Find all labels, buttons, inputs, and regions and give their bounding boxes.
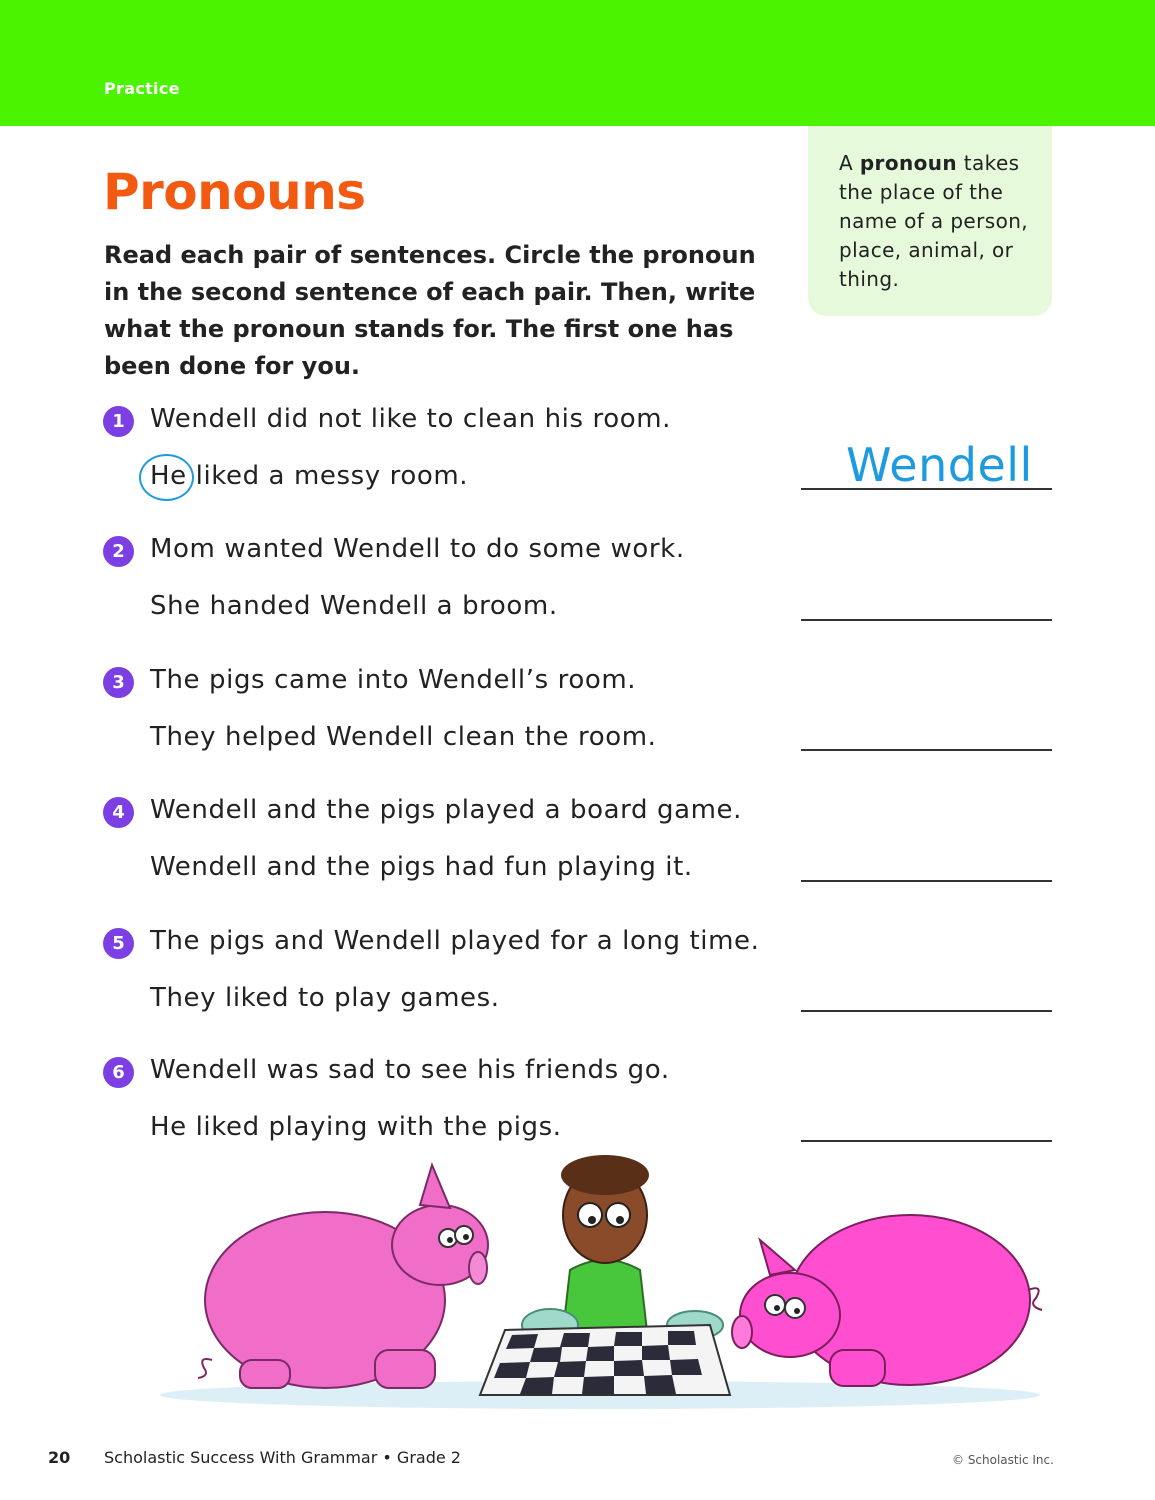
sentence-second: They liked to play games. <box>150 983 500 1013</box>
item-number-badge: 4 <box>103 797 134 828</box>
tip-term: pronoun <box>859 151 958 175</box>
exercise-item-2 <box>0 534 1155 654</box>
sentence-first: Wendell was sad to see his friends go. <box>150 1055 670 1085</box>
book-title: Scholastic Success With Grammar • Grade 2 <box>104 1448 461 1467</box>
chess-board-illustration <box>480 1325 730 1395</box>
copyright: © Scholastic Inc. <box>952 1453 1054 1467</box>
tip-text <box>839 149 1039 294</box>
circled-pronoun: He <box>150 461 187 491</box>
answer-line-3[interactable] <box>801 749 1052 751</box>
pronoun-circle-mark <box>139 454 194 501</box>
tip-definition: takes the place of the name of a person, place, animal, or thing. <box>839 151 1029 291</box>
item-number-badge: 1 <box>103 406 134 437</box>
answer-line-2[interactable] <box>801 619 1052 621</box>
pigs-chess-illustration <box>150 1150 1060 1420</box>
answer-line-6[interactable] <box>801 1140 1052 1142</box>
sentence-first: Wendell did not like to clean his room. <box>150 404 672 434</box>
exercise-item-4 <box>0 795 1155 915</box>
page-title: Pronouns <box>103 163 366 221</box>
answer-line-4[interactable] <box>801 880 1052 882</box>
sentence-first: The pigs came into Wendell’s room. <box>150 665 637 695</box>
sentence-second-rest: liked a messy room. <box>186 461 469 491</box>
answer-line-5[interactable] <box>801 1010 1052 1012</box>
sentence-second: Wendell and the pigs had fun playing it. <box>150 852 693 882</box>
item-number-badge: 5 <box>103 928 134 959</box>
exercise-item-3 <box>0 665 1155 785</box>
sentence-first: Mom wanted Wendell to do some work. <box>150 534 685 564</box>
boy-illustration <box>522 1155 723 1341</box>
exercise-item-5 <box>0 926 1155 1046</box>
instructions: Read each pair of sentences. Circle the pronoun in the second sentence of each pair. Then, write what the pronoun stands for. The first one has been done for you. <box>104 241 756 380</box>
item-number-badge: 2 <box>103 536 134 567</box>
section-label: Practice <box>104 79 180 98</box>
sample-answer: Wendell <box>846 438 1033 492</box>
tip-prefix: A <box>839 151 860 175</box>
header-band <box>0 0 1155 126</box>
sentence-second: He liked playing with the pigs. <box>150 1112 562 1142</box>
item-number-badge: 3 <box>103 667 134 698</box>
item-number-badge: 6 <box>103 1057 134 1088</box>
sentence-second: She handed Wendell a broom. <box>150 591 558 621</box>
answer-line-1[interactable] <box>801 488 1052 490</box>
tip-box <box>808 126 1052 316</box>
sentence-second <box>150 461 468 491</box>
sentence-second: They helped Wendell clean the room. <box>150 722 657 752</box>
page-number: 20 <box>48 1448 71 1467</box>
sentence-first: Wendell and the pigs played a board game. <box>150 795 743 825</box>
sentence-first: The pigs and Wendell played for a long time. <box>150 926 760 956</box>
right-pig-illustration <box>732 1215 1042 1386</box>
left-pig-illustration <box>198 1165 488 1388</box>
